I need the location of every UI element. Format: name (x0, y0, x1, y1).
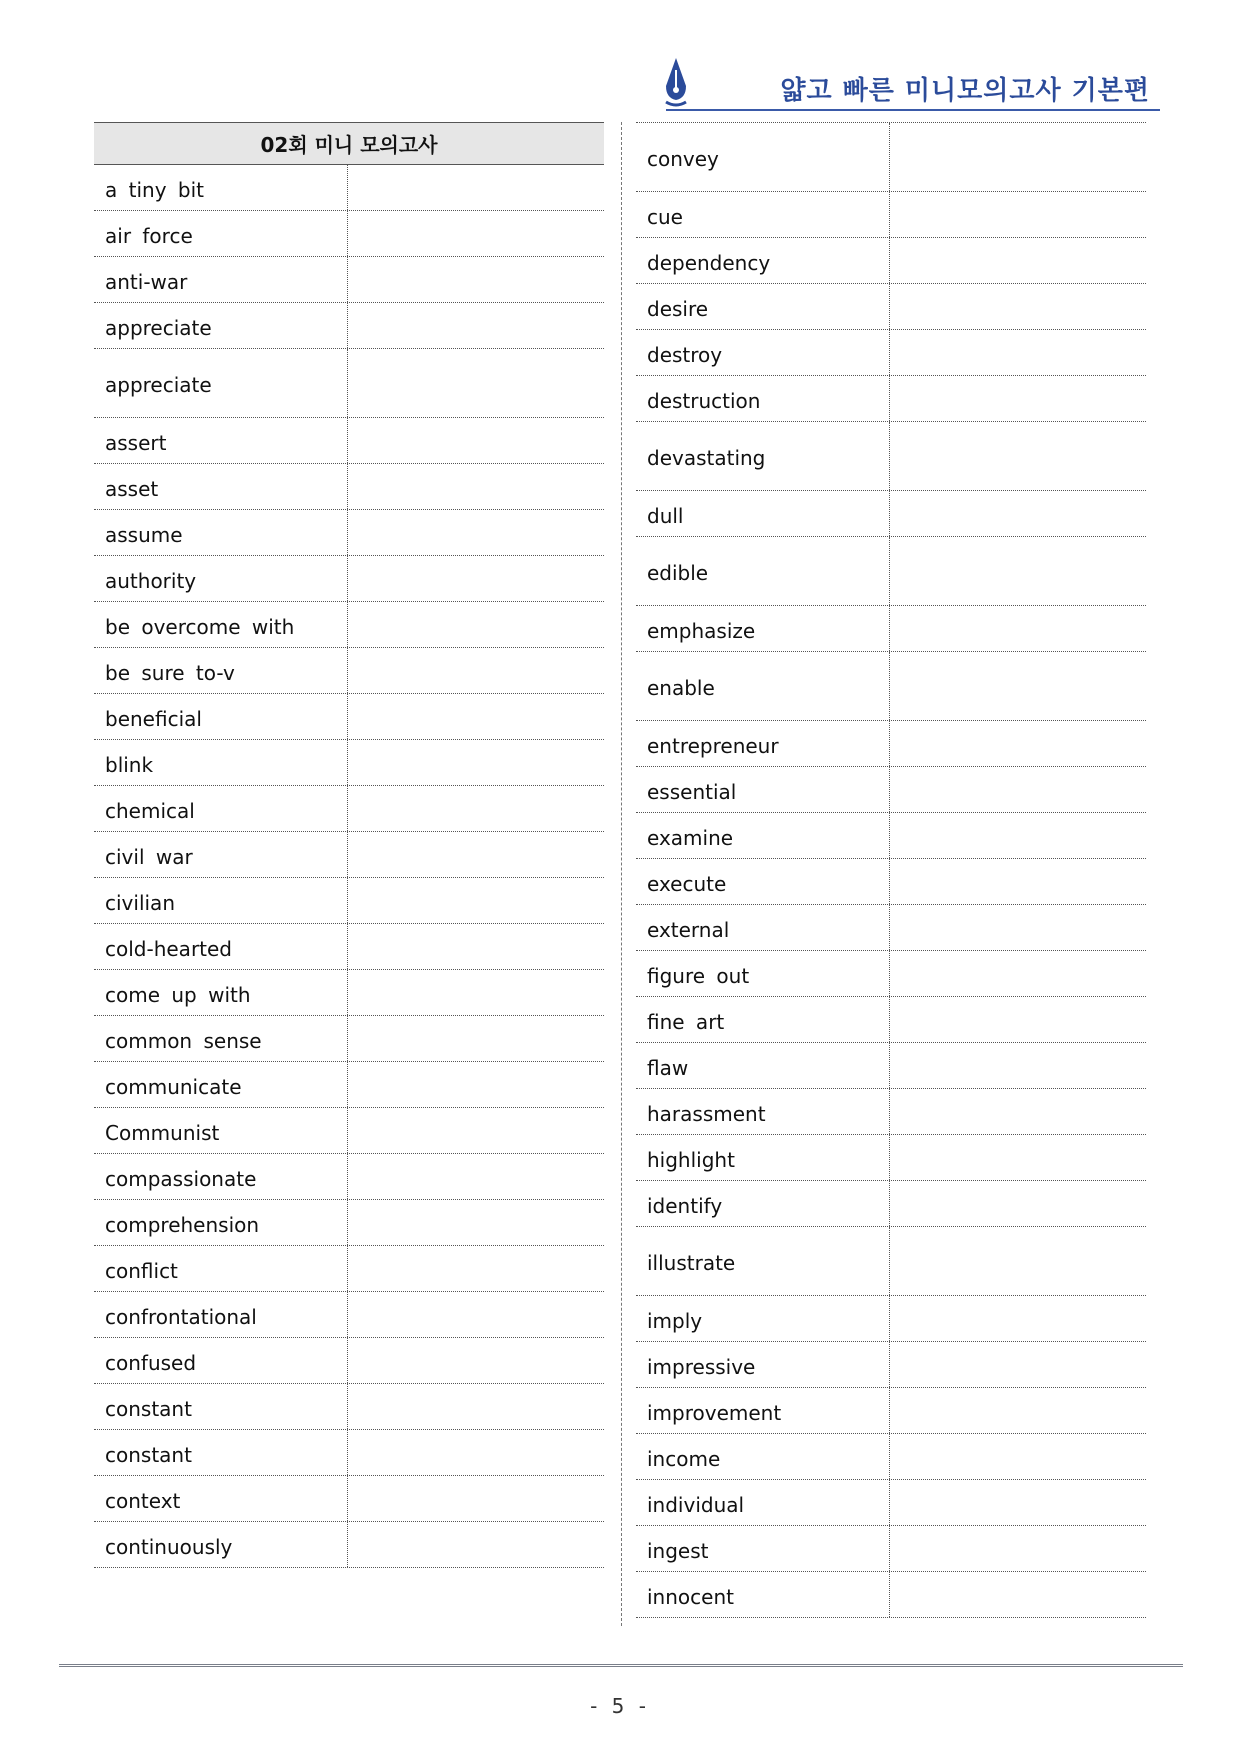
vocab-row (94, 1384, 604, 1430)
answer-blank[interactable] (348, 1292, 604, 1337)
vocab-row (94, 740, 604, 786)
vocab-word: income (636, 1434, 890, 1479)
answer-blank[interactable] (348, 257, 604, 302)
answer-blank[interactable] (348, 303, 604, 348)
answer-blank[interactable] (890, 905, 1146, 950)
vocab-word: blink (94, 740, 348, 785)
vocab-row (94, 349, 604, 418)
answer-blank[interactable] (890, 491, 1146, 536)
vocab-row (94, 1292, 604, 1338)
vocab-row (94, 464, 604, 510)
answer-blank[interactable] (890, 1135, 1146, 1180)
answer-blank[interactable] (890, 813, 1146, 858)
vocab-word: be sure to-v (94, 648, 348, 693)
fountain-pen-nib-icon (660, 56, 692, 110)
vocab-row (94, 211, 604, 257)
vocab-row (636, 192, 1146, 238)
vocab-row (636, 1089, 1146, 1135)
answer-blank[interactable] (890, 997, 1146, 1042)
header-rule (666, 109, 1160, 111)
column-divider (621, 122, 622, 1626)
vocab-word: convey (636, 123, 890, 191)
footer-rule (59, 1664, 1183, 1667)
vocab-word: figure out (636, 951, 890, 996)
answer-blank[interactable] (890, 951, 1146, 996)
vocab-word: anti-war (94, 257, 348, 302)
vocab-word: fine art (636, 997, 890, 1042)
answer-blank[interactable] (348, 832, 604, 877)
answer-blank[interactable] (890, 1043, 1146, 1088)
vocab-row (94, 1246, 604, 1292)
vocab-word: external (636, 905, 890, 950)
vocab-row (636, 123, 1146, 192)
vocab-row (94, 1016, 604, 1062)
answer-blank[interactable] (348, 1338, 604, 1383)
left-rows (94, 165, 604, 1568)
answer-blank[interactable] (890, 1089, 1146, 1134)
vocab-row (636, 376, 1146, 422)
answer-blank[interactable] (348, 648, 604, 693)
table-title: 02회 미니 모의고사 (94, 122, 604, 165)
answer-blank[interactable] (348, 924, 604, 969)
vocab-word: highlight (636, 1135, 890, 1180)
answer-blank[interactable] (890, 1526, 1146, 1571)
vocab-row (636, 1043, 1146, 1089)
vocab-word: confrontational (94, 1292, 348, 1337)
vocab-row (636, 997, 1146, 1043)
vocab-row (636, 767, 1146, 813)
vocab-word: desire (636, 284, 890, 329)
vocab-row (636, 1227, 1146, 1296)
vocab-word: chemical (94, 786, 348, 831)
answer-blank[interactable] (348, 878, 604, 923)
answer-blank[interactable] (890, 537, 1146, 605)
vocab-word: assert (94, 418, 348, 463)
vocab-word: ingest (636, 1526, 890, 1571)
vocab-word: destroy (636, 330, 890, 375)
answer-blank[interactable] (348, 1062, 604, 1107)
answer-blank[interactable] (890, 1296, 1146, 1341)
answer-blank[interactable] (348, 1016, 604, 1061)
vocab-word: be overcome with (94, 602, 348, 647)
vocab-word: devastating (636, 422, 890, 490)
vocab-word: compassionate (94, 1154, 348, 1199)
vocab-row (94, 257, 604, 303)
vocab-word: asset (94, 464, 348, 509)
vocab-word: examine (636, 813, 890, 858)
vocab-word: illustrate (636, 1227, 890, 1295)
vocab-row (636, 1434, 1146, 1480)
vocab-row (636, 1135, 1146, 1181)
answer-blank[interactable] (348, 1108, 604, 1153)
vocab-row (94, 1522, 604, 1568)
vocab-word: cold-hearted (94, 924, 348, 969)
vocab-row (636, 652, 1146, 721)
answer-blank[interactable] (348, 786, 604, 831)
vocab-row (94, 786, 604, 832)
right-vocab-table (636, 122, 1146, 1618)
vocab-word: confused (94, 1338, 348, 1383)
vocab-row (636, 1388, 1146, 1434)
vocab-row (94, 1154, 604, 1200)
vocab-row (636, 238, 1146, 284)
answer-blank[interactable] (348, 602, 604, 647)
vocab-word: a tiny bit (94, 165, 348, 210)
vocab-word: enable (636, 652, 890, 720)
answer-blank[interactable] (890, 422, 1146, 490)
vocab-word: essential (636, 767, 890, 812)
answer-blank[interactable] (890, 1342, 1146, 1387)
vocab-row (94, 303, 604, 349)
answer-blank[interactable] (890, 1181, 1146, 1226)
vocab-word: flaw (636, 1043, 890, 1088)
vocab-row (94, 648, 604, 694)
vocab-row (94, 878, 604, 924)
answer-blank[interactable] (348, 970, 604, 1015)
vocab-word: comprehension (94, 1200, 348, 1245)
vocab-row (636, 1181, 1146, 1227)
answer-blank[interactable] (890, 1388, 1146, 1433)
vocab-row (94, 1476, 604, 1522)
vocab-word: common sense (94, 1016, 348, 1061)
vocab-row (636, 859, 1146, 905)
answer-blank[interactable] (890, 767, 1146, 812)
answer-blank[interactable] (890, 330, 1146, 375)
answer-blank[interactable] (348, 740, 604, 785)
answer-blank[interactable] (890, 721, 1146, 766)
vocab-word: context (94, 1476, 348, 1521)
answer-blank[interactable] (348, 1430, 604, 1475)
answer-blank[interactable] (348, 464, 604, 509)
vocab-word: civilian (94, 878, 348, 923)
vocab-row (636, 1342, 1146, 1388)
vocab-row (636, 1526, 1146, 1572)
vocab-word: harassment (636, 1089, 890, 1134)
vocab-word: destruction (636, 376, 890, 421)
vocab-row (636, 491, 1146, 537)
vocab-row (94, 970, 604, 1016)
vocab-row (636, 1296, 1146, 1342)
vocab-word: civil war (94, 832, 348, 877)
answer-blank[interactable] (348, 1200, 604, 1245)
vocab-row (636, 951, 1146, 997)
answer-blank[interactable] (348, 211, 604, 256)
vocab-word: authority (94, 556, 348, 601)
vocab-word: constant (94, 1430, 348, 1475)
vocab-row (636, 721, 1146, 767)
vocab-word: appreciate (94, 303, 348, 348)
page-number: - 5 - (590, 1694, 650, 1718)
answer-blank[interactable] (890, 284, 1146, 329)
vocab-row (636, 1480, 1146, 1526)
vocab-row (94, 1338, 604, 1384)
vocab-row (636, 1572, 1146, 1618)
vocab-word: impressive (636, 1342, 890, 1387)
vocab-word: beneficial (94, 694, 348, 739)
vocab-row (94, 1200, 604, 1246)
vocab-word: come up with (94, 970, 348, 1015)
answer-blank[interactable] (348, 1246, 604, 1291)
vocab-word: air force (94, 211, 348, 256)
vocab-word: emphasize (636, 606, 890, 651)
vocab-word: appreciate (94, 349, 348, 417)
vocab-word: imply (636, 1296, 890, 1341)
answer-blank[interactable] (348, 1154, 604, 1199)
answer-blank[interactable] (348, 556, 604, 601)
answer-blank[interactable] (890, 1480, 1146, 1525)
vocab-row (636, 537, 1146, 606)
vocab-word: Communist (94, 1108, 348, 1153)
answer-blank[interactable] (890, 123, 1146, 191)
vocab-word: communicate (94, 1062, 348, 1107)
vocab-word: entrepreneur (636, 721, 890, 766)
answer-blank[interactable] (348, 418, 604, 463)
vocab-row (636, 284, 1146, 330)
vocab-row (636, 905, 1146, 951)
vocab-word: identify (636, 1181, 890, 1226)
vocab-row (94, 1108, 604, 1154)
answer-blank[interactable] (890, 1227, 1146, 1295)
answer-blank[interactable] (348, 694, 604, 739)
answer-blank[interactable] (890, 376, 1146, 421)
left-vocab-table (94, 122, 604, 1568)
vocab-row (94, 694, 604, 740)
page-header (660, 56, 1160, 112)
vocab-word: conflict (94, 1246, 348, 1291)
answer-blank[interactable] (890, 606, 1146, 651)
vocab-word: continuously (94, 1522, 348, 1567)
vocab-row (94, 602, 604, 648)
vocab-word: innocent (636, 1572, 890, 1617)
vocab-row (94, 510, 604, 556)
vocab-row (94, 924, 604, 970)
vocab-word: dependency (636, 238, 890, 283)
vocab-row (94, 1062, 604, 1108)
right-rows (636, 123, 1146, 1618)
vocab-word: edible (636, 537, 890, 605)
answer-blank[interactable] (348, 1476, 604, 1521)
answer-blank[interactable] (348, 1384, 604, 1429)
vocab-word: improvement (636, 1388, 890, 1433)
answer-blank[interactable] (348, 1522, 604, 1567)
vocab-row (94, 165, 604, 211)
vocab-row (636, 813, 1146, 859)
vocab-word: dull (636, 491, 890, 536)
answer-blank[interactable] (890, 1434, 1146, 1479)
answer-blank[interactable] (348, 165, 604, 210)
header-title: 얇고 빠른 미니모의고사 기본편 (780, 76, 1150, 106)
vocab-row (94, 832, 604, 878)
vocab-row (94, 1430, 604, 1476)
vocab-word: assume (94, 510, 348, 555)
vocab-row (94, 556, 604, 602)
answer-blank[interactable] (890, 859, 1146, 904)
answer-blank[interactable] (890, 1572, 1146, 1617)
vocab-word: constant (94, 1384, 348, 1429)
vocab-row (636, 422, 1146, 491)
vocab-word: cue (636, 192, 890, 237)
vocab-word: individual (636, 1480, 890, 1525)
answer-blank[interactable] (890, 652, 1146, 720)
answer-blank[interactable] (348, 349, 604, 417)
vocab-row (636, 606, 1146, 652)
answer-blank[interactable] (890, 238, 1146, 283)
vocab-word: execute (636, 859, 890, 904)
answer-blank[interactable] (348, 510, 604, 555)
vocab-row (94, 418, 604, 464)
answer-blank[interactable] (890, 192, 1146, 237)
vocab-row (636, 330, 1146, 376)
